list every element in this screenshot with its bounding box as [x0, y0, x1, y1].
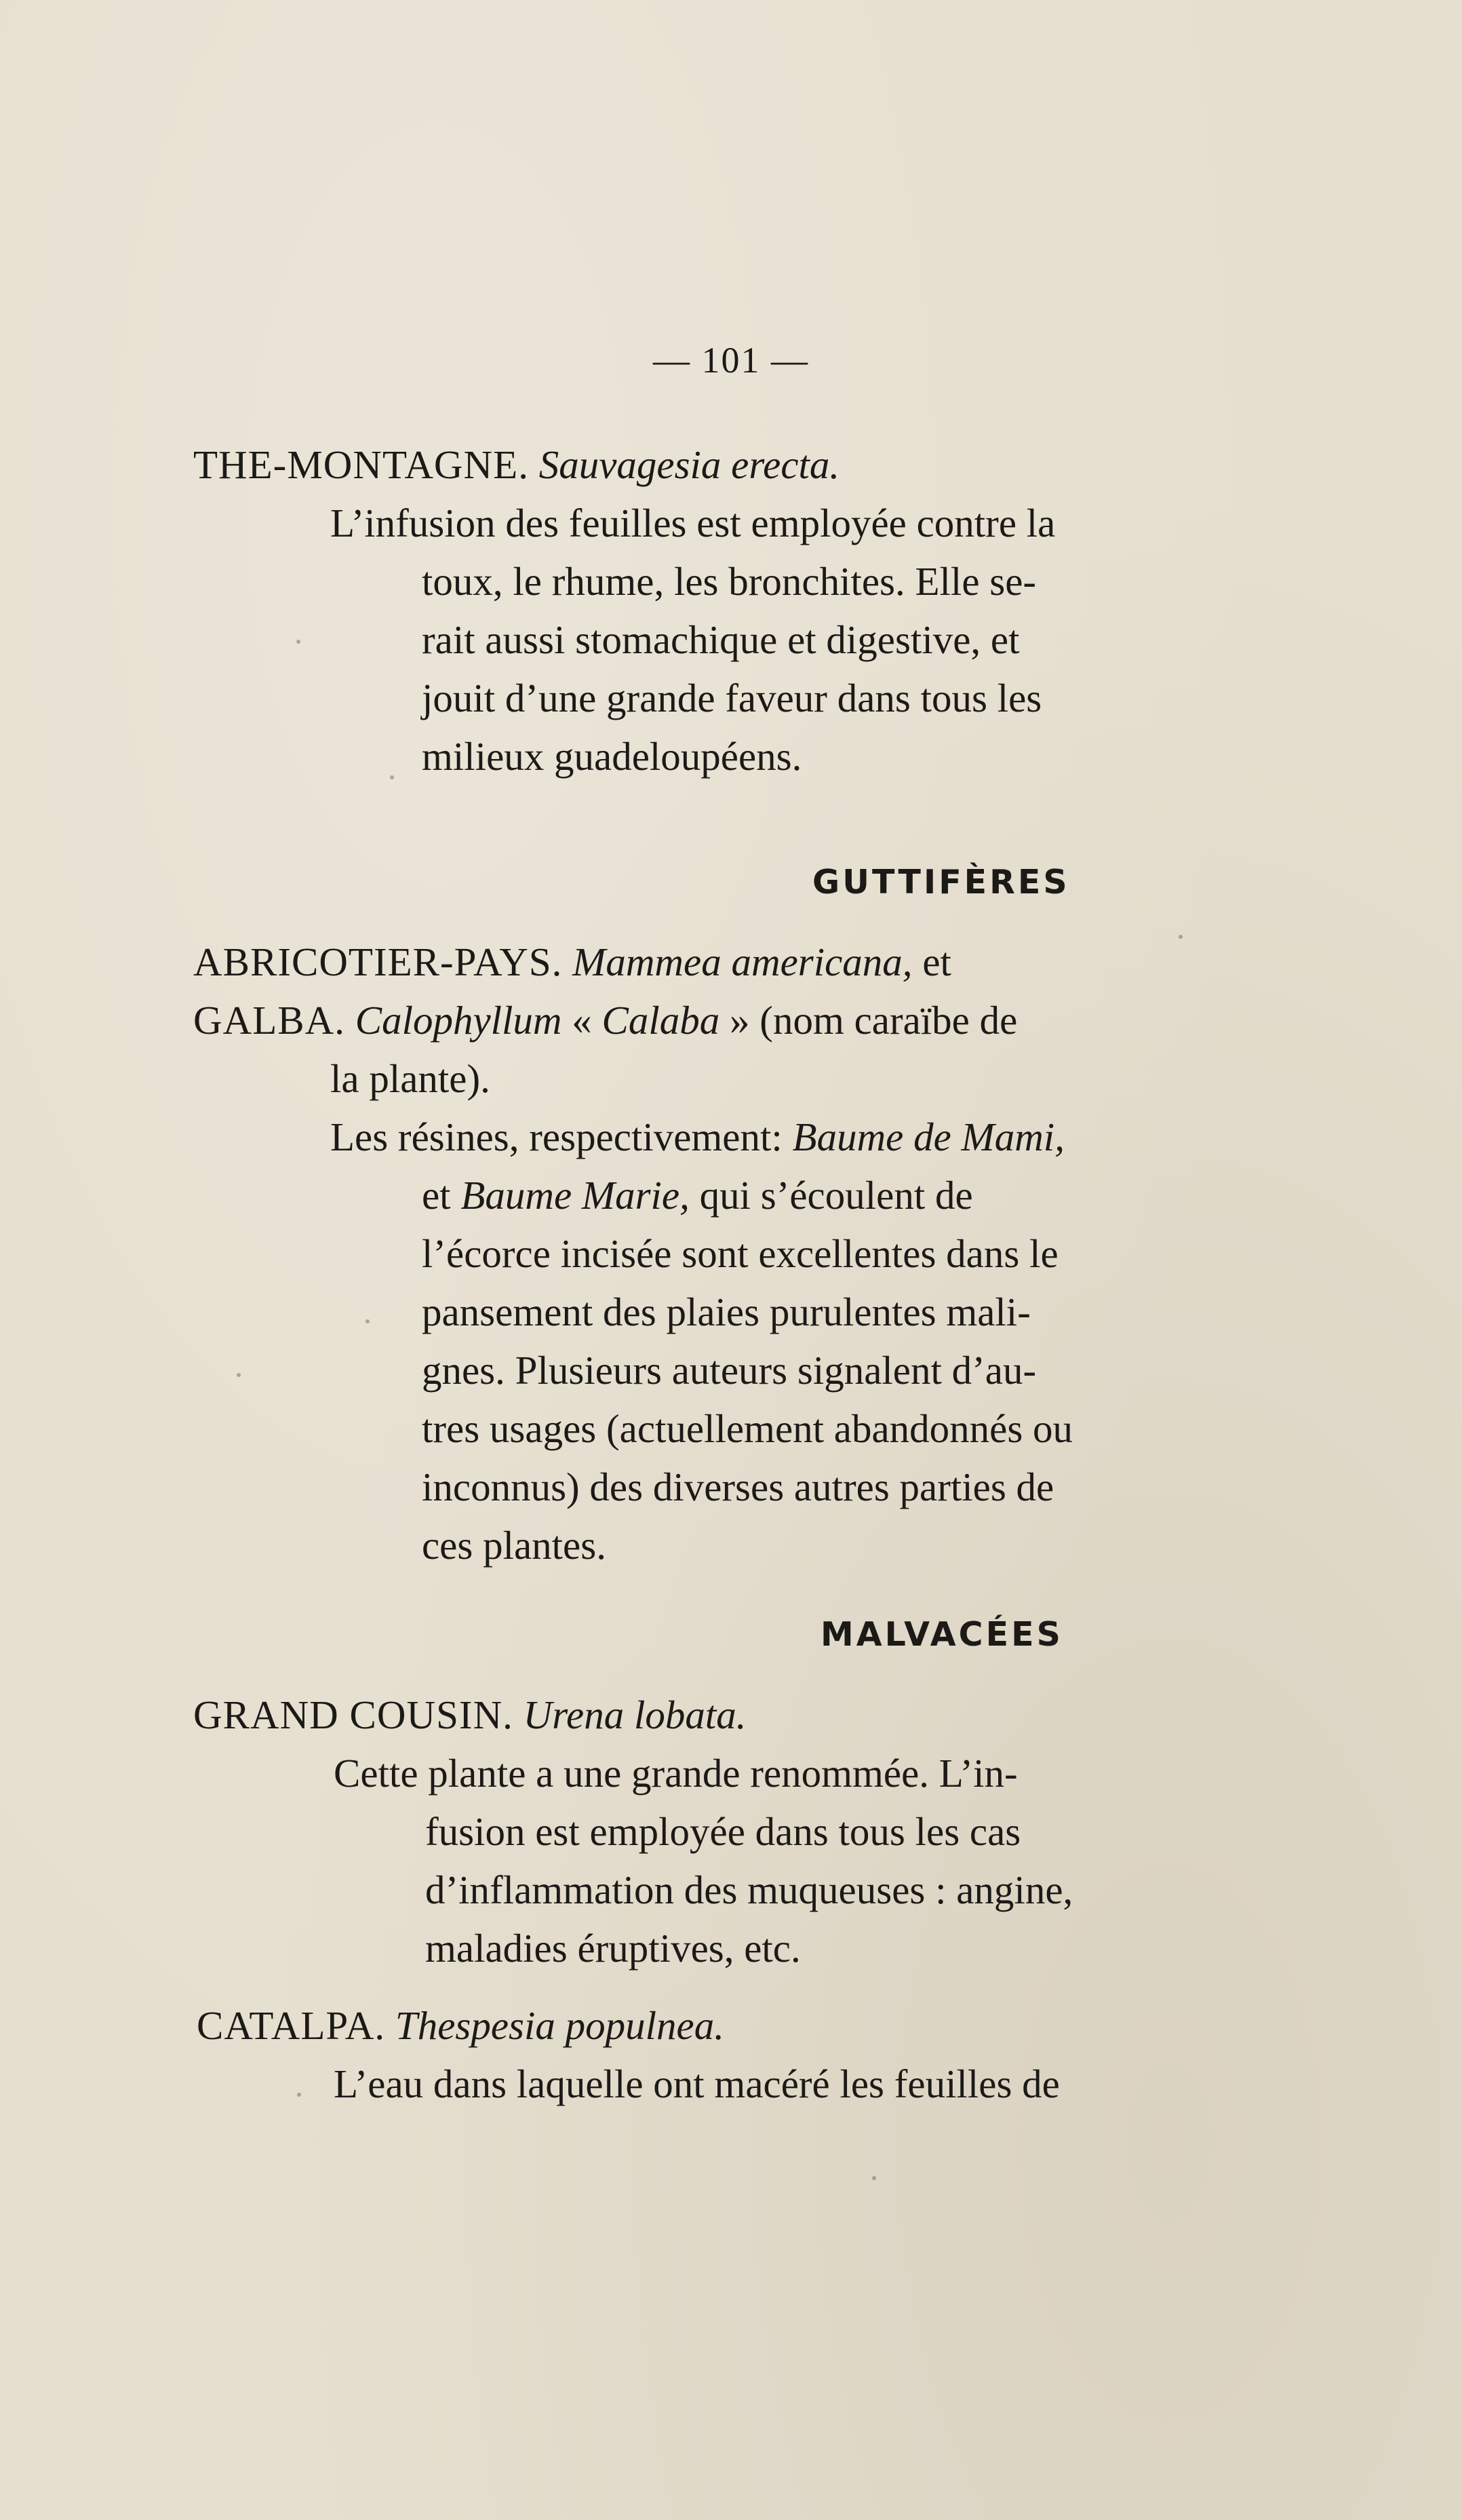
paper-speck	[297, 2093, 301, 2097]
text-line: rait aussi stomachique et digestive, et	[422, 617, 1020, 662]
latin-name: Urena lobata.	[523, 1692, 747, 1737]
text-line: la plante).	[330, 1056, 490, 1101]
latin-name: Sauvagesia erecta.	[538, 442, 840, 487]
quote-close: »	[730, 998, 750, 1043]
latin-name: Thespesia populnea.	[395, 2003, 724, 2048]
entry-the-montagne-heading	[193, 435, 839, 494]
paper-speck	[390, 775, 394, 779]
entry-abricotier-heading	[193, 933, 951, 991]
text-line: d’inflammation des muqueuses : angine,	[425, 1867, 1073, 1912]
section-heading-guttiferes: GUTTIFÈRES	[812, 863, 1070, 902]
text-line: Les résines, respectivement: Baume de Mami,	[330, 1114, 1065, 1159]
latin-name: Calophyllum	[355, 998, 562, 1043]
text-line: L’infusion des feuilles est employée contre la	[330, 501, 1056, 545]
text-line: ces plantes.	[422, 1523, 606, 1568]
paper-speck	[296, 640, 300, 644]
section-heading-malvacees: MALVACÉES	[821, 1615, 1063, 1654]
text-line: l’écorce incisée sont excellentes dans le	[422, 1231, 1059, 1276]
headword: ABRICOTIER-PAYS.	[193, 939, 563, 984]
entry-catalpa-heading	[197, 1996, 724, 2055]
text-line: et Baume Marie, qui s’écoulent de	[422, 1173, 973, 1218]
text-line: toux, le rhume, les bronchites. Elle se-	[422, 559, 1037, 604]
text-line: tres usages (actuellement abandonnés ou	[422, 1406, 1073, 1451]
entry-grand-cousin-heading	[193, 1686, 747, 1744]
paper-speck	[1179, 935, 1183, 939]
text-line: L’eau dans laquelle ont macéré les feuilles de	[334, 2061, 1060, 2106]
paper-speck	[366, 1319, 370, 1323]
paper-speck	[237, 1373, 241, 1377]
latin-name: Calaba	[601, 998, 720, 1043]
text-line: pansement des plaies purulentes mali-	[422, 1290, 1031, 1334]
text-line: gnes. Plusieurs auteurs signalent d’au-	[422, 1348, 1037, 1393]
latin-name: Baume Marie,	[460, 1173, 690, 1218]
quote-open: «	[572, 998, 592, 1043]
page-number: — 101 —	[653, 340, 809, 381]
text-line: milieux guadeloupéens.	[422, 734, 802, 779]
headword: GRAND COUSIN.	[193, 1692, 513, 1737]
conjunction: et	[922, 939, 951, 984]
text-line: jouit d’une grande faveur dans tous les	[422, 676, 1042, 720]
latin-name: Mammea americana,	[572, 939, 913, 984]
paper-speck	[872, 2176, 876, 2180]
text-line: maladies éruptives, etc.	[425, 1926, 801, 1971]
headword: GALBA.	[193, 998, 345, 1043]
entry-galba-heading	[193, 991, 1017, 1049]
latin-name: Baume de Mami,	[792, 1114, 1065, 1159]
text-line: fusion est employée dans tous les cas	[425, 1809, 1021, 1854]
text-fragment: (nom caraïbe de	[759, 998, 1018, 1043]
text-line: inconnus) des diverses autres parties de	[422, 1465, 1054, 1509]
text-line: Cette plante a une grande renommée. L’in-	[334, 1751, 1018, 1796]
headword: CATALPA.	[197, 2003, 386, 2048]
headword: THE-MONTAGNE.	[193, 442, 529, 487]
